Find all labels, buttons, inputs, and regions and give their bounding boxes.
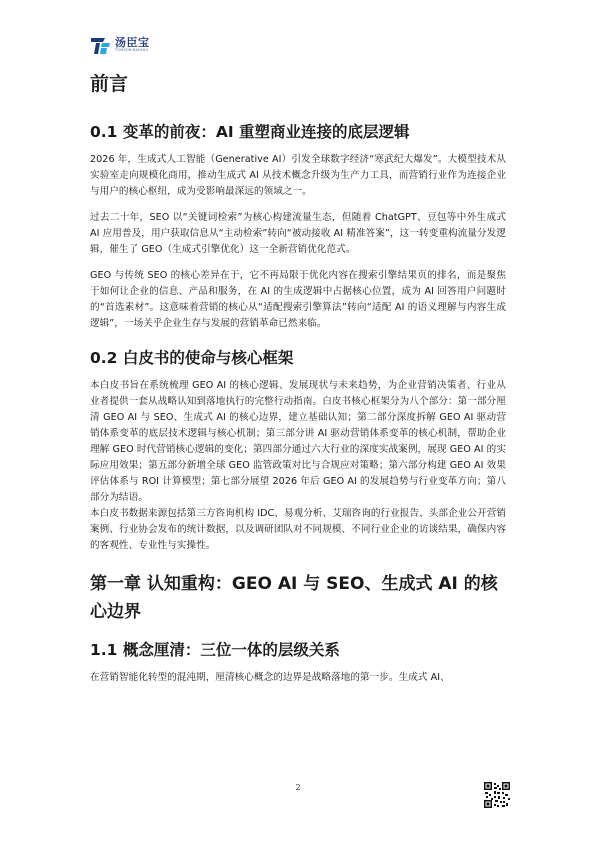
section-0-1-paragraph-3: GEO 与传统 SEO 的核心差异在于，它不再局限于优化内容在搜索引擎结果页的排名，而是聚焦于如何让企业的信息、产品和服务，在 AI 的生成逻辑中占据核心位置，成为 AI 回答用户问题时的“首选素材”。这意味着营销的核心从“适配搜索引擎算法”转向“适配 AI 的语义理解与内容生成逻辑”，一场关乎企业生存与发展的营销革命已然来临。 <box>90 270 506 329</box>
section-0-1-paragraph-1: 2026 年，生成式人工智能（Generative AI）引发全球数字经济“寒武纪大爆发”。大模型技术从实验室走向规模化商用，推动生成式 AI 从技术概念升级为生产力工具，而营销行业作为连接企业与用户的核心枢纽，成为受影响最深远的领域之一。 <box>90 154 506 197</box>
logo-mark-icon <box>90 35 112 55</box>
section-0-2-paragraph-1: 本白皮书旨在系统梳理 GEO AI 的核心逻辑、发展现状与未来趋势，为企业营销决策者、行业从业者提供一套从战略认知到落地执行的完整行动指南。白皮书核心框架分为八个部分：第一部分厘清 GEO AI 与 SEO、生成式 AI 的核心边界，建立基础认知；第二部分深度拆解 GEO AI 驱动营销体系变革的底层技术逻辑与核心机制；第三部分讲 AI 驱动营销体系变革的核心机制，帮助企业理解 GEO 时代营销核心逻辑的变化；第四部分通过六大行业的深度实战案例，展现 GEO AI 的实际应用效果；第五部分新增全球 GEO 监管政策对比与合规应对策略；第六部分构建 GEO AI 效果评估体系与 ROI 计算模型；第七部分展望 2026 年后 GEO AI 的发展趋势与行业变革方向；第八部分为结语。 <box>90 380 506 503</box>
preface-heading: 前言 <box>90 73 129 95</box>
chapter-1-heading: 第一章 认知重构：GEO AI 与 SEO、生成式 AI 的核心边界 <box>90 574 498 622</box>
section-1-1-heading: 1.1 概念厘清：三位一体的层级关系 <box>90 641 340 659</box>
section-0-2-heading: 0.2 白皮书的使命与核心框架 <box>90 349 294 367</box>
section-0-1-heading: 0.1 变革的前夜：AI 重塑商业连接的底层逻辑 <box>90 123 410 141</box>
logo-text <box>115 37 150 53</box>
qr-code-icon <box>484 782 510 808</box>
section-1-1-paragraph-1: 在营销智能化转型的混沌期，厘清核心概念的边界是战略落地的第一步。生成式 AI、 <box>90 672 450 683</box>
section-0-2-paragraph-2: 本白皮书数据来源包括第三方咨询机构 IDC、易观分析、艾瑞咨询的行业报告、头部企业公开营销案例、行业协会发布的统计数据，以及调研团队对不同规模、不同行业企业的访谈结果，确保内容的客观性、专业性与实操性。 <box>90 508 506 551</box>
main-content <box>90 70 506 686</box>
company-logo <box>90 34 150 56</box>
logo-english-name: TOMSON BAOHUI <box>115 48 148 53</box>
page-number: 2 <box>295 783 301 792</box>
logo-chinese-name: 汤臣宝 <box>115 36 150 50</box>
section-0-1-paragraph-2: 过去二十年，SEO 以“关键词检索”为核心构建流量生态，但随着 ChatGPT、豆包等中外生成式 AI 应用普及，用户获取信息从“主动检索”转向“被动接收 AI 精准答案”，这一转变重构流量分发逻辑，催生了 GEO（生成式引擎优化）这一全新营销优化范式。 <box>90 212 506 255</box>
